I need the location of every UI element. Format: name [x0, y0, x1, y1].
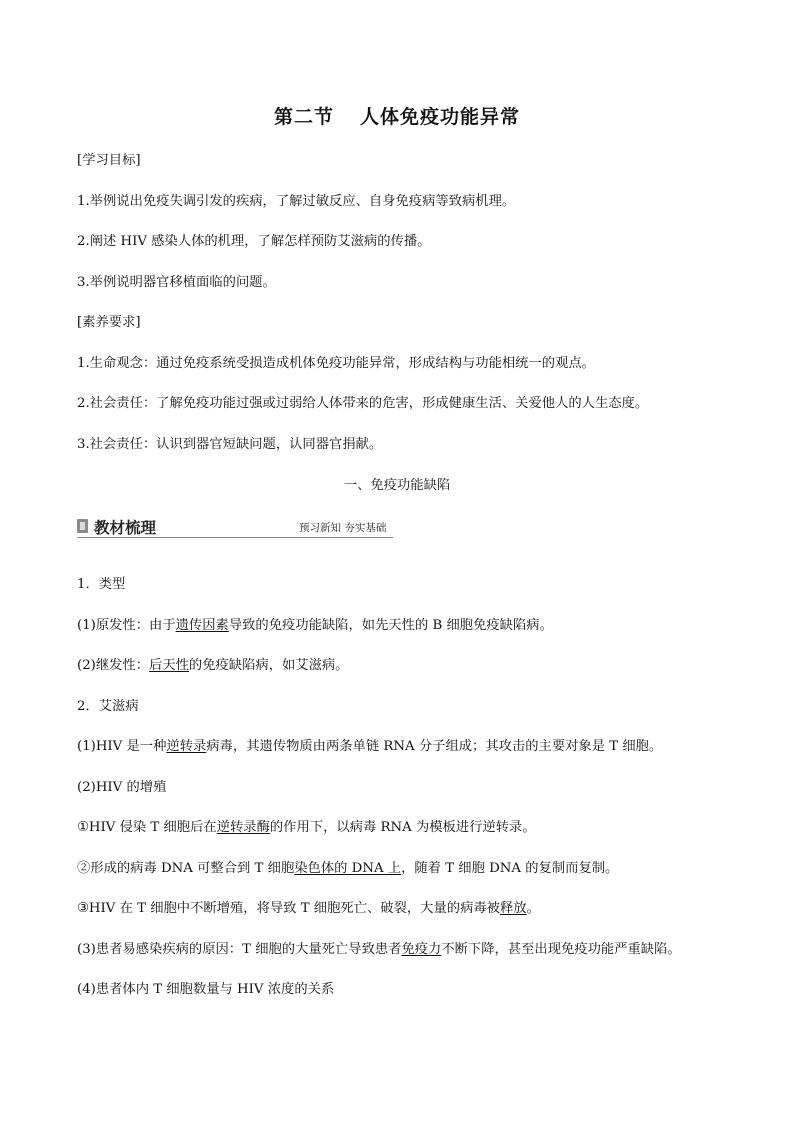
banner-marker-icon: [77, 519, 88, 533]
secondary-deficiency: (2)继发性：后天性的免疫缺陷病，如艾滋病。: [77, 658, 349, 673]
hiv-replication-heading: (2)HIV 的增殖: [77, 780, 167, 795]
objectives-heading: [学习目标]: [77, 153, 141, 168]
banner-subtitle: 预习新知 夯实基础: [299, 522, 387, 534]
objective-item-1: 1.举例说出免疫失调引发的疾病，了解过敏反应、自身免疫病等致病机理。: [77, 194, 516, 209]
infection-reason: (3)患者易感染疾病的原因：T 细胞的大量死亡导致患者免疫力不断下降，甚至出现免疫功能严重缺陷。: [77, 942, 681, 957]
type-heading: 1．类型: [77, 577, 126, 592]
literacy-heading: [素养要求]: [77, 315, 141, 330]
hiv-step-3: ③HIV 在 T 细胞中不断增殖，将导致 T 细胞死亡、破裂，大量的病毒被释放。: [77, 901, 540, 916]
blank-answer: 染色体的 DNA 上: [294, 861, 402, 876]
blank-answer: 逆转录酶: [216, 820, 270, 835]
hiv-step-2: ②形成的病毒 DNA 可整合到 T 细胞染色体的 DNA 上，随着 T 细胞 DNA 的复制而复制。: [77, 861, 619, 876]
tcell-hiv-relation: (4)患者体内 T 细胞数量与 HIV 浓度的关系: [77, 982, 335, 997]
blank-answer: 免疫力: [401, 942, 442, 957]
hiv-definition: (1)HIV 是一种逆转录病毒，其遗传物质由两条单链 RNA 分子组成；其攻击的主要对象是 T 细胞。: [77, 739, 663, 754]
literacy-item-2: 2.社会责任：了解免疫功能过强或过弱给人体带来的危害，形成健康生活、关爱他人的人生态度。: [77, 396, 649, 411]
literacy-item-3: 3.社会责任：认识到器官短缺问题，认同器官捐献。: [77, 437, 383, 452]
title-text: 人体免疫功能异常: [360, 106, 521, 128]
blank-answer: 遗传因素: [175, 618, 229, 633]
hiv-step-1: ①HIV 侵染 T 细胞后在逆转录酶的作用下，以病毒 RNA 为模板进行逆转录。: [77, 820, 536, 835]
section-banner: [77, 517, 393, 537]
objective-item-2: 2.阐述 HIV 感染人体的机理，了解怎样预防艾滋病的传播。: [77, 234, 431, 249]
aids-heading: 2．艾滋病: [77, 699, 139, 714]
literacy-item-1: 1.生命观念：通过免疫系统受损造成机体免疫功能异常，形成结构与功能相统一的观点。: [77, 356, 595, 371]
section-title: 一、免疫功能缺陷: [343, 478, 451, 493]
banner-heading: 教材梳理: [94, 519, 157, 537]
blank-answer: 后天性: [149, 658, 189, 673]
blank-answer: 逆转录: [166, 739, 207, 754]
title-section-number: 第二节: [273, 106, 334, 128]
banner-divider: [77, 537, 393, 538]
objective-item-3: 3.举例说明器官移植面临的问题。: [77, 275, 276, 290]
blank-answer: 释放: [499, 901, 527, 916]
primary-deficiency: (1)原发性：由于遗传因素导致的免疫功能缺陷，如先天性的 B 细胞免疫缺陷病。: [77, 618, 553, 633]
page-title: [0, 102, 794, 129]
